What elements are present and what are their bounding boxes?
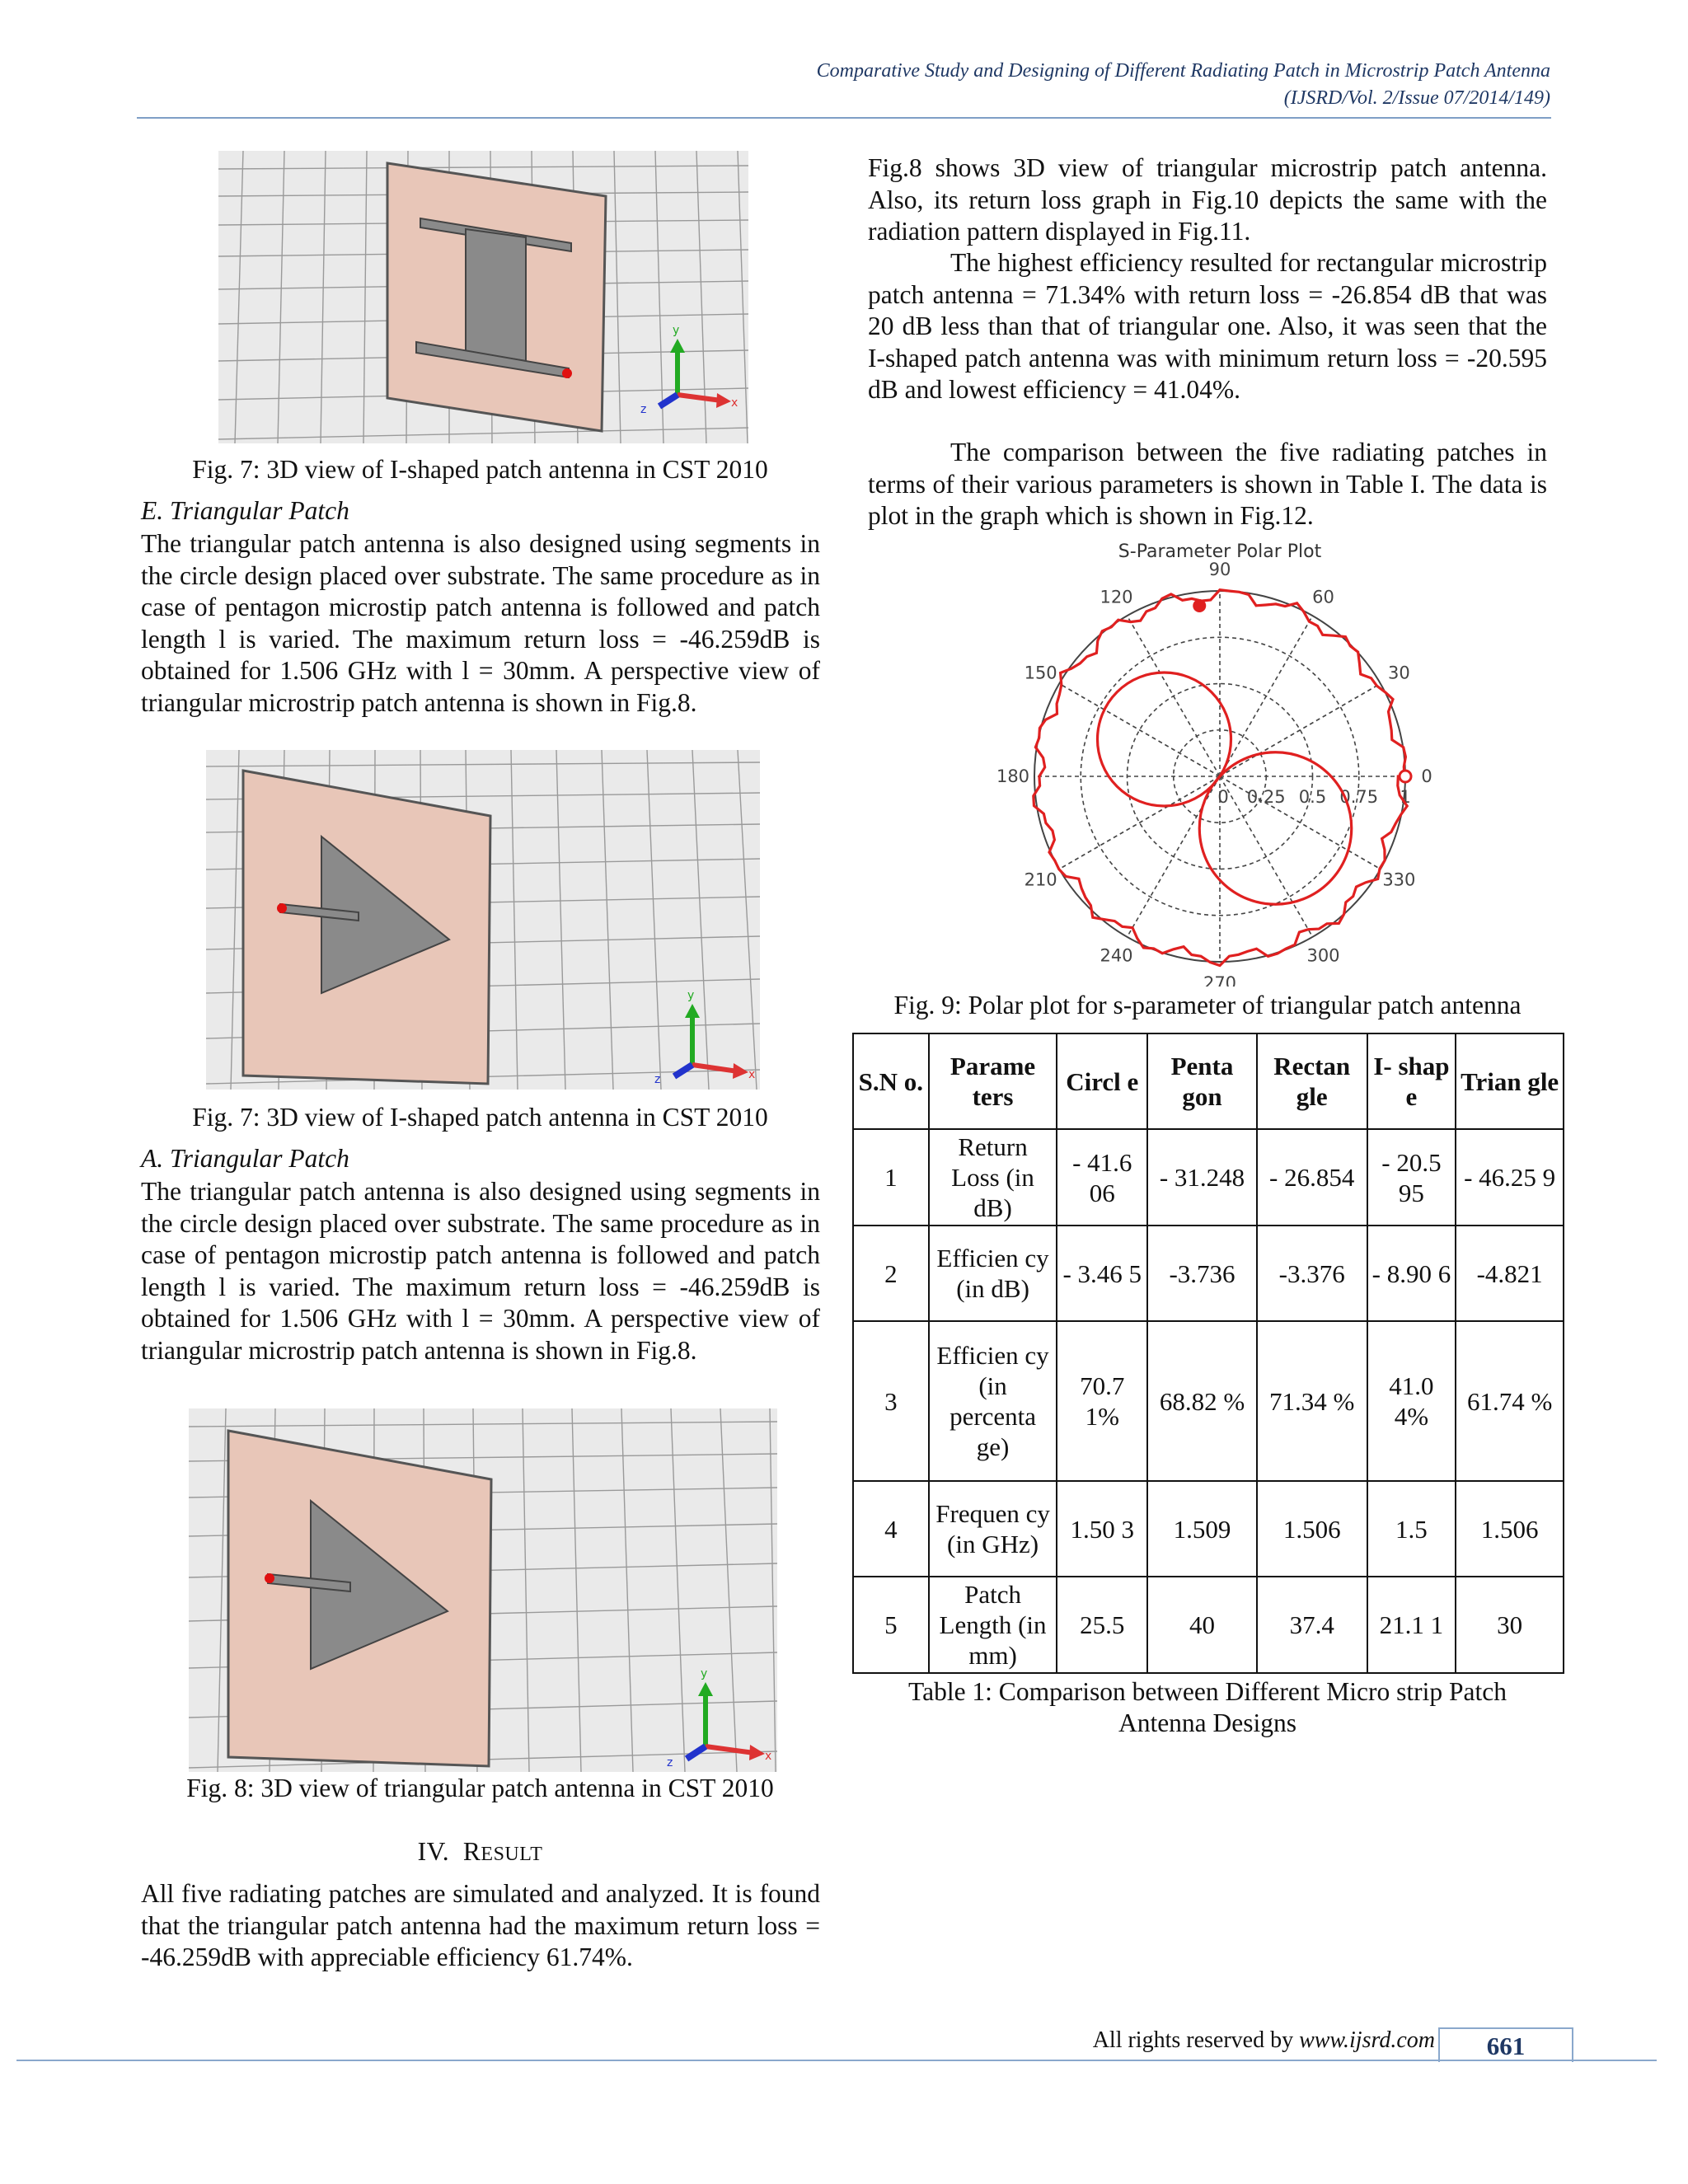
axis-y-label: y (701, 1667, 708, 1680)
polar-marker (1193, 599, 1206, 612)
table-cell: - 31.248 (1147, 1129, 1257, 1226)
polar-curve-lobe-lower (1199, 752, 1352, 905)
polar-radial-label: 0.25 (1246, 787, 1286, 807)
polar-angle-label: 120 (1100, 587, 1133, 607)
polar-angle-label: 30 (1388, 663, 1410, 683)
result-heading (140, 1836, 820, 1870)
fig7-caption: Fig. 7: 3D view of I-shaped patch antenna in CST 2010 (192, 455, 768, 484)
table-header-cell: Trian gle (1456, 1033, 1564, 1129)
polar-angle-label: 240 (1100, 945, 1133, 966)
header-title: Comparative Study and Designing of Different Radiating Patch in Microstrip Patch Antenna (816, 60, 1550, 82)
axis-z-label: z (640, 403, 647, 416)
axis-z-label: z (654, 1073, 661, 1086)
axis-y-label: y (673, 324, 680, 337)
polar-angle-label: 150 (1024, 663, 1057, 683)
table-cell: - 41.6 06 (1057, 1129, 1147, 1226)
result-heading-number: IV. (417, 1837, 450, 1866)
table-cell: 3 (853, 1321, 929, 1481)
table-cell: 1.506 (1257, 1481, 1367, 1577)
polar-marker-start (1400, 771, 1411, 782)
section-e-text: The triangular patch antenna is also designed using segments in the circle design placed over substrate. The same procedure as in case of pentagon microstip patch antenna is followed and patch length l is varied. The maximum return loss = -46.259dB is obtained for 1.506 GHz with l = 30mm. A perspective view of triangular microstrip patch antenna is shown in Fig.8. (141, 529, 820, 717)
page-number: 661 (1438, 2027, 1573, 2062)
header-issue: (IJSRD/Vol. 2/Issue 07/2014/149) (1283, 87, 1550, 109)
polar-radial-label: 0 (1217, 787, 1229, 807)
right-para-3: The comparison between the five radiating patches in terms of their various parameters is shown in Table I. The data is plot in the graph which is shown in Fig.12. (868, 438, 1547, 530)
fig7b-caption: Fig. 7: 3D view of I-shaped patch antenna in CST 2010 (192, 1103, 768, 1132)
polar-plot-title: S-Parameter Polar Plot (1118, 541, 1322, 562)
polar-angle-label: 90 (1208, 560, 1231, 579)
polar-radial-label: 0.75 (1339, 787, 1379, 807)
table-cell: 1 (853, 1129, 929, 1226)
axis-x-label: x (748, 1068, 756, 1081)
polar-grid-spoke (1220, 684, 1381, 777)
table-cell: - 20.5 95 (1367, 1129, 1456, 1226)
table-row (853, 1129, 1564, 1226)
section-a-text: The triangular patch antenna is also designed using segments in the circle design placed over substrate. The same procedure as in case of pentagon microstip patch antenna is followed and patch length l is varied. The maximum return loss = -46.259dB is obtained for 1.506 GHz with l = 30mm. A perspective view of triangular microstrip patch antenna is shown in Fig.8. (141, 1177, 820, 1365)
figure-i-shaped-patch (218, 151, 748, 443)
polar-angle-label: 270 (1203, 973, 1237, 987)
table-cell: Return Loss (in dB) (929, 1129, 1057, 1226)
polar-grid-spoke (1059, 684, 1220, 777)
table-row (853, 1226, 1564, 1321)
table-cell: 4 (853, 1481, 929, 1577)
table-row (853, 1577, 1564, 1673)
axis-x-label: x (731, 396, 738, 410)
right-para-1: Fig.8 shows 3D view of triangular microstrip patch antenna. Also, its return loss graph in Fig.10 depicts the same with the radiation pattern displayed in Fig.11. (868, 153, 1547, 246)
table-header-row (853, 1033, 1564, 1129)
table-cell: Frequen cy (in GHz) (929, 1481, 1057, 1577)
table-cell: - 3.46 5 (1057, 1226, 1147, 1321)
running-header (817, 58, 1550, 112)
polar-grid-spoke (1059, 776, 1220, 869)
fig9-caption: Fig. 9: Polar plot for s-parameter of triangular patch antenna (893, 991, 1522, 1019)
table-header-cell: Rectan gle (1257, 1033, 1367, 1129)
table-cell: 70.7 1% (1057, 1321, 1147, 1481)
table-header-cell: I- shap e (1367, 1033, 1456, 1129)
table-cell: 61.74 % (1456, 1321, 1564, 1481)
table-cell: -3.736 (1147, 1226, 1257, 1321)
polar-radial-label: 0.5 (1298, 787, 1327, 807)
table-caption-line-1: Table 1: Comparison between Different Micro strip Patch (908, 1677, 1507, 1706)
polar-angle-label: 330 (1382, 869, 1416, 890)
table-cell: 41.0 4% (1367, 1321, 1456, 1481)
polar-angle-label: 60 (1312, 587, 1334, 607)
polar-angle-label: 0 (1421, 766, 1432, 786)
section-e-heading: E. Triangular Patch (141, 496, 349, 525)
footer-text: All rights reserved by (1092, 2027, 1300, 2053)
table-cell: 1.509 (1147, 1481, 1257, 1577)
table-cell: 1.506 (1456, 1481, 1564, 1577)
section-a-heading: A. Triangular Patch (141, 1144, 349, 1173)
table-cell: 25.5 (1057, 1577, 1147, 1673)
axis-x-label: x (765, 1750, 772, 1763)
polar-grid-spoke (1128, 616, 1221, 776)
figure-triangular-patch-2 (189, 1408, 777, 1772)
table-header-cell: S.N o. (853, 1033, 929, 1129)
table-cell: - 26.854 (1257, 1129, 1367, 1226)
footer-site-link[interactable]: www.ijsrd.com (1299, 2027, 1435, 2053)
table-caption (868, 1676, 1547, 1739)
comparison-table (852, 1033, 1564, 1674)
polar-angle-label: 300 (1306, 945, 1340, 966)
table-cell: -3.376 (1257, 1226, 1367, 1321)
table-cell: 71.34 % (1257, 1321, 1367, 1481)
result-heading-initial: R (462, 1837, 481, 1866)
table-cell: 2 (853, 1226, 929, 1321)
table-cell: 68.82 % (1147, 1321, 1257, 1481)
table-header-cell: Circl e (1057, 1033, 1147, 1129)
table-cell: - 46.25 9 (1456, 1129, 1564, 1226)
table-cell: 5 (853, 1577, 929, 1673)
table-header-cell: Penta gon (1147, 1033, 1257, 1129)
axis-y-label: y (687, 989, 695, 1002)
table-cell: 40 (1147, 1577, 1257, 1673)
table-cell: Efficien cy (in dB) (929, 1226, 1057, 1321)
polar-angle-label: 210 (1024, 869, 1057, 890)
table-row (853, 1321, 1564, 1481)
right-para-2: The highest efficiency resulted for rectangular microstrip patch antenna = 71.34% with return loss = -26.854 dB that was 20 dB less than that of triangular one. Also, it was seen that the I-shaped patch antenna was with minimum return loss = -20.595 dB and lowest efficiency = 41.04%. (868, 248, 1547, 404)
table-cell: 21.1 1 (1367, 1577, 1456, 1673)
result-text: All five radiating patches are simulated and analyzed. It is found that the triangular patch antenna had the maximum return loss = -46.259dB with appreciable efficiency 61.74%. (141, 1879, 820, 1971)
polar-plot (985, 537, 1455, 987)
fig8-caption: Fig. 8: 3D view of triangular patch antenna in CST 2010 (186, 1774, 774, 1802)
table-cell: 1.5 (1367, 1481, 1456, 1577)
table-cell: Patch Length (in mm) (929, 1577, 1057, 1673)
axis-z-label: z (667, 1756, 673, 1769)
table-cell: 37.4 (1257, 1577, 1367, 1673)
footer-rule (16, 2060, 1657, 2061)
table-header-cell: Parame ters (929, 1033, 1057, 1129)
table-row (853, 1481, 1564, 1577)
result-heading-smallcaps: ESULT (481, 1844, 543, 1865)
table-cell: Efficien cy (in percenta ge) (929, 1321, 1057, 1481)
table-cell: - 8.90 6 (1367, 1226, 1456, 1321)
header-rule (137, 117, 1551, 119)
footer-copyright (1093, 2026, 1435, 2055)
table-cell: 30 (1456, 1577, 1564, 1673)
polar-radial-label: 1 (1400, 787, 1411, 807)
polar-angle-label: 180 (996, 766, 1030, 786)
table-caption-line-2: Antenna Designs (1118, 1708, 1297, 1737)
table-cell: 1.50 3 (1057, 1481, 1147, 1577)
figure-triangular-patch-1 (206, 750, 760, 1090)
table-cell: -4.821 (1456, 1226, 1564, 1321)
